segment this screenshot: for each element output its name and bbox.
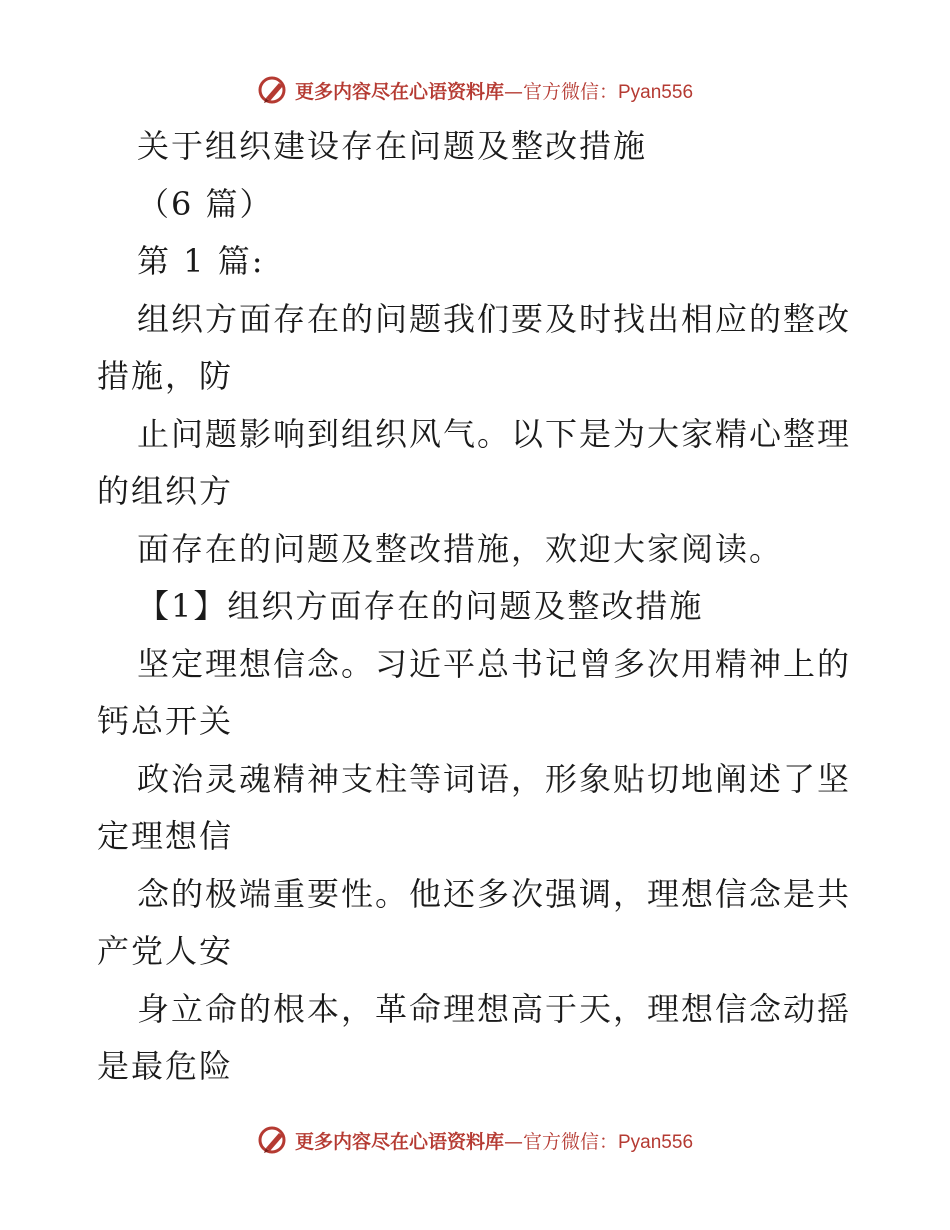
pen-logo-icon <box>257 74 289 106</box>
banner-dash: — <box>504 1130 523 1153</box>
document-subtitle: （6 篇） <box>137 184 274 223</box>
pen-logo-icon <box>257 1124 289 1156</box>
paragraph-line: 定理想信 <box>97 817 234 855</box>
banner-wechat: 官方微信：Pyan556 <box>523 1131 694 1153</box>
banner-wechat: 官方微信：Pyan556 <box>523 81 694 103</box>
paragraph-line: 钙总开关 <box>97 702 234 740</box>
document-title: 关于组织建设存在问题及整改措施 <box>137 127 648 165</box>
paragraph-line: 坚定理想信念。习近平总书记曾多次用精神上的 <box>137 644 852 683</box>
paragraph-line: 措施，防 <box>97 357 234 395</box>
paragraph-line: 是最危险 <box>97 1047 234 1085</box>
paragraph-line: 念的极端重要性。他还多次强调，理想信念是共 <box>137 874 852 913</box>
paragraph-line: 止问题影响到组织风气。以下是为大家精心整理 <box>137 414 852 453</box>
paragraph-line: 身立命的根本，革命理想高于天，理想信念动摇 <box>137 989 852 1028</box>
section-heading: 【1】组织方面存在的问题及整改措施 <box>137 587 704 625</box>
paragraph-line: 面存在的问题及整改措施，欢迎大家阅读。 <box>137 529 784 568</box>
paragraph-line: 的组织方 <box>97 472 234 510</box>
footer-banner <box>0 1120 950 1160</box>
paragraph-line: 组织方面存在的问题我们要及时找出相应的整改 <box>137 299 852 338</box>
paragraph-line: 产党人安 <box>97 932 234 970</box>
banner-site-name: 更多内容尽在心语资料库 <box>294 1130 504 1153</box>
paragraph-line: 政治灵魂精神支柱等词语，形象贴切地阐述了坚 <box>137 759 852 798</box>
document-body <box>97 118 857 1096</box>
banner-site-name: 更多内容尽在心语资料库 <box>294 80 504 103</box>
part-label: 第 1 篇: <box>137 242 265 280</box>
banner-text <box>295 1127 693 1154</box>
banner-dash: — <box>504 80 523 103</box>
banner-text <box>295 77 693 104</box>
header-banner <box>0 70 950 110</box>
